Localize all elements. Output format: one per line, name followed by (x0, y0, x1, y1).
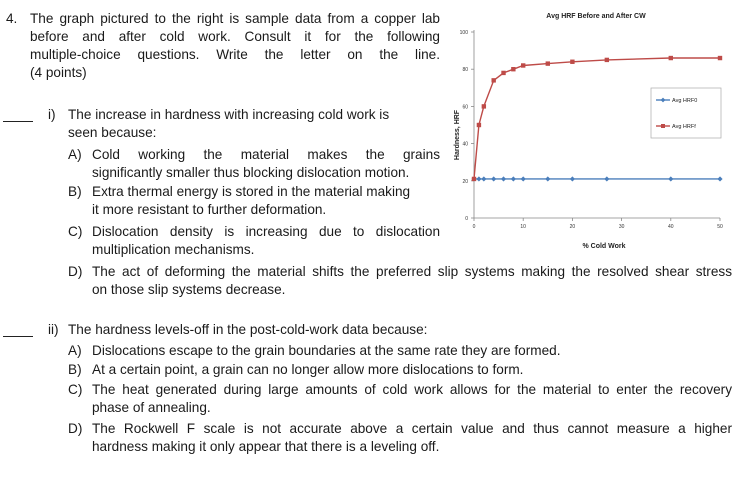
question-intro-line-1: The graph pictured to the right is sample data from a copper lab (30, 11, 440, 26)
data-point (570, 60, 574, 64)
part-i-option-d-line-1: The act of deforming the material shifts the preferred slip systems making the resolved shear stress (92, 264, 732, 279)
data-point (669, 56, 673, 60)
chart-y-axis-label: Hardness, HRF (454, 109, 461, 161)
part-ii-option-a-line-1: Dislocations escape to the grain boundaries at the same rate they are formed. (92, 343, 561, 358)
question-intro-line-3: multiple-choice questions. Write the letter on the line. (30, 47, 440, 62)
data-point (521, 176, 526, 181)
data-point (501, 176, 506, 181)
legend-label: Avg HRF0 (672, 98, 698, 104)
part-ii-option-c-line-1: The heat generated during large amounts of cold work allows for the material to enter the recovery (92, 382, 732, 397)
chart-legend (651, 88, 721, 138)
legend-marker (661, 124, 665, 128)
part-i-option-a-line-1: Cold working the material makes the grains (92, 147, 440, 162)
question-intro-line-2: before and after cold work. Consult it for the following (30, 29, 440, 44)
answer-blank-i[interactable] (3, 121, 33, 122)
data-point (476, 176, 481, 181)
data-point (511, 176, 516, 181)
x-tick-label: 10 (520, 224, 526, 230)
data-point (477, 123, 481, 127)
answer-blank-ii[interactable] (3, 336, 33, 337)
data-point (482, 104, 486, 108)
chart-x-axis-label: % Cold Work (582, 243, 626, 250)
part-ii-option-d-letter: D) (68, 421, 83, 436)
y-tick-label: 60 (462, 104, 468, 111)
part-ii-option-b-letter: B) (68, 362, 82, 377)
x-tick-label: 0 (472, 224, 476, 230)
data-point (481, 176, 486, 181)
part-i-label: i) (48, 107, 56, 122)
part-i-option-a-letter: A) (68, 147, 82, 162)
y-tick-label: 20 (462, 178, 468, 185)
part-i-option-c-line-2: multiplication mechanisms. (92, 242, 255, 257)
data-point (668, 176, 673, 181)
part-ii-stem-line-1: The hardness levels-off in the post-cold-work data because: (68, 322, 428, 337)
data-point (717, 176, 722, 181)
data-point (511, 67, 515, 71)
data-point (491, 176, 496, 181)
data-point (718, 56, 722, 60)
part-ii-option-c-line-2: phase of annealing. (92, 400, 211, 415)
part-i-option-c-letter: C) (68, 224, 83, 239)
legend-box (651, 88, 721, 138)
part-i-option-d-line-2: on those slip systems decrease. (92, 282, 286, 297)
y-tick-label: 80 (462, 67, 468, 74)
part-ii-option-d-line-2: hardness making it only appear that there is a leveling off. (92, 439, 440, 454)
part-i-option-b-line-2: it more resistant to further deformation. (92, 202, 327, 217)
part-ii-option-a-letter: A) (68, 343, 82, 358)
data-point (491, 78, 495, 82)
part-i-option-d-letter: D) (68, 264, 83, 279)
part-i-stem-line-1: The increase in hardness with increasing cold work is (68, 107, 390, 122)
data-point (605, 58, 609, 62)
part-i-option-b-line-1: Extra thermal energy is stored in the material making (92, 184, 411, 199)
chart-title: Avg HRF Before and After CW (546, 13, 646, 20)
question-intro-line-4: (4 points) (30, 65, 87, 80)
part-ii-option-d-line-1: The Rockwell F scale is not accurate above a certain value and thus cannot measure a higher (92, 421, 732, 436)
data-point (604, 176, 609, 181)
x-tick-label: 40 (668, 224, 674, 230)
part-i-option-b-letter: B) (68, 184, 82, 199)
part-i-option-a-line-2: significantly smaller thus blocking dislocation motion. (92, 165, 410, 180)
y-tick-label: 0 (465, 216, 468, 222)
question-number: 4. (6, 11, 18, 26)
y-tick-label: 40 (462, 141, 468, 148)
data-point (570, 176, 575, 181)
x-tick-label: 50 (717, 224, 723, 230)
data-point (546, 61, 550, 65)
data-point (501, 71, 505, 75)
legend-label: Avg HRFf (672, 124, 696, 130)
y-tick-label: 100 (459, 30, 468, 36)
part-ii-label: ii) (48, 322, 59, 337)
part-ii-option-b-line-1: At a certain point, a grain can no longer allow more dislocations to form. (92, 362, 524, 377)
x-tick-label: 30 (618, 224, 625, 230)
hardness-chart (448, 6, 748, 256)
part-ii-option-c-letter: C) (68, 382, 83, 397)
data-point (521, 63, 525, 67)
part-i-option-c-line-1: Dislocation density is increasing due to dislocation (92, 224, 440, 239)
data-point (545, 176, 550, 181)
part-i-stem-line-2: seen because: (68, 125, 157, 140)
data-point (472, 177, 476, 181)
x-tick-label: 20 (569, 224, 576, 230)
